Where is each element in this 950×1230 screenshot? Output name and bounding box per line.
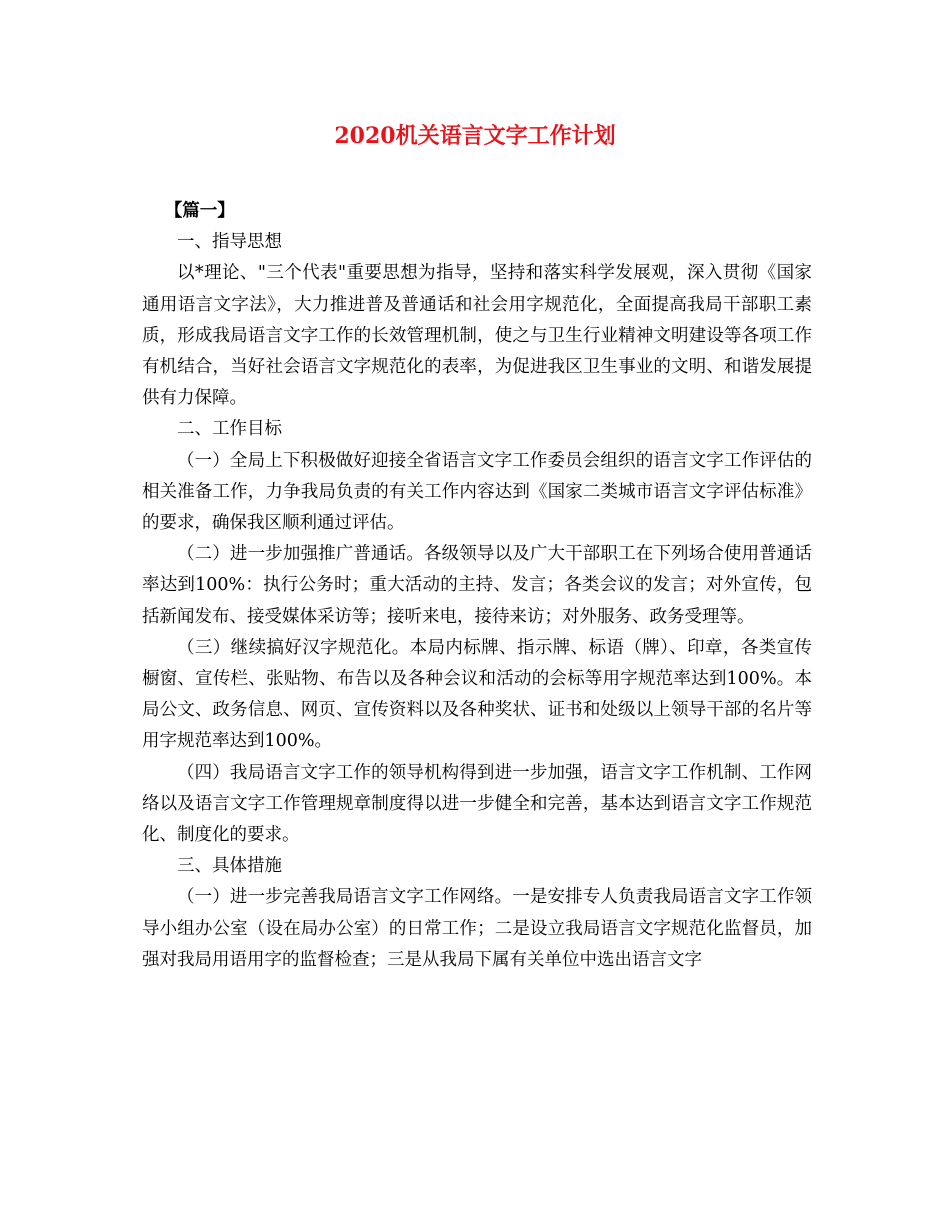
paragraph-measure-1: （一）进一步完善我局语言文字工作网络。一是安排专人负责我局语言文字工作领导小组办公室（设在局办公室）的日常工作；二是设立我局语言文字规范化监督员，加强对我局用语用字的监督检查；三是从我局下属有关单位中选出语言文字: [142, 887, 812, 970]
paragraph-goal-4: （四）我局语言文字工作的领导机构得到进一步加强，语言文字工作机制、工作网络以及语言文字工作管理规章制度得以进一步健全和完善，基本达到语言文字工作规范化、制度化的要求。: [142, 762, 812, 846]
paragraph-goal-3: （三）继续搞好汉字规范化。本局内标牌、指示牌、标语（牌）、印章，各类宣传橱窗、宣传栏、张贴物、布告以及各种会议和活动的会标等用字规范率达到100%。本局公文、政务信息、网页、宣传资料以及各种奖状、证书和处级以上领导干部的名片等用字规范率达到100%。: [142, 637, 812, 752]
paragraph-goal-1: （一）全局上下积极做好迎接全省语言文字工作委员会组织的语言文字工作评估的相关准备工作，力争我局负责的有关工作内容达到《国家二类城市语言文字评估标准》的要求，确保我区顺利通过评估。: [142, 450, 812, 534]
heading-guiding-ideology: 一、指导思想: [177, 232, 282, 253]
section-label: 【篇一】: [164, 201, 235, 221]
paragraph-guiding-ideology: 以*理论、"三个代表"重要思想为指导，坚持和落实科学发展观，深入贯彻《国家通用语言文字法》，大力推进普及普通话和社会用字规范化，全面提高我局干部职工素质，形成我局语言文字工作的长效管理机制，使之与卫生行业精神文明建设等各项工作有机结合，当好社会语言文字规范化的表率，为促进我区卫生事业的文明、和谐发展提供有力保障。: [142, 263, 812, 409]
heading-work-goals: 二、工作目标: [177, 419, 282, 440]
paragraph-goal-2: （二）进一步加强推广普通话。各级领导以及广大干部职工在下列场合使用普通话率达到100%：执行公务时；重大活动的主持、发言；各类会议的发言；对外宣传，包括新闻发布、接受媒体采访等；接听来电，接待来访；对外服务、政务受理等。: [142, 544, 812, 627]
heading-specific-measures: 三、具体措施: [177, 856, 282, 877]
document-body: [142, 196, 812, 976]
document-title: 2020机关语言文字工作计划: [334, 123, 616, 149]
